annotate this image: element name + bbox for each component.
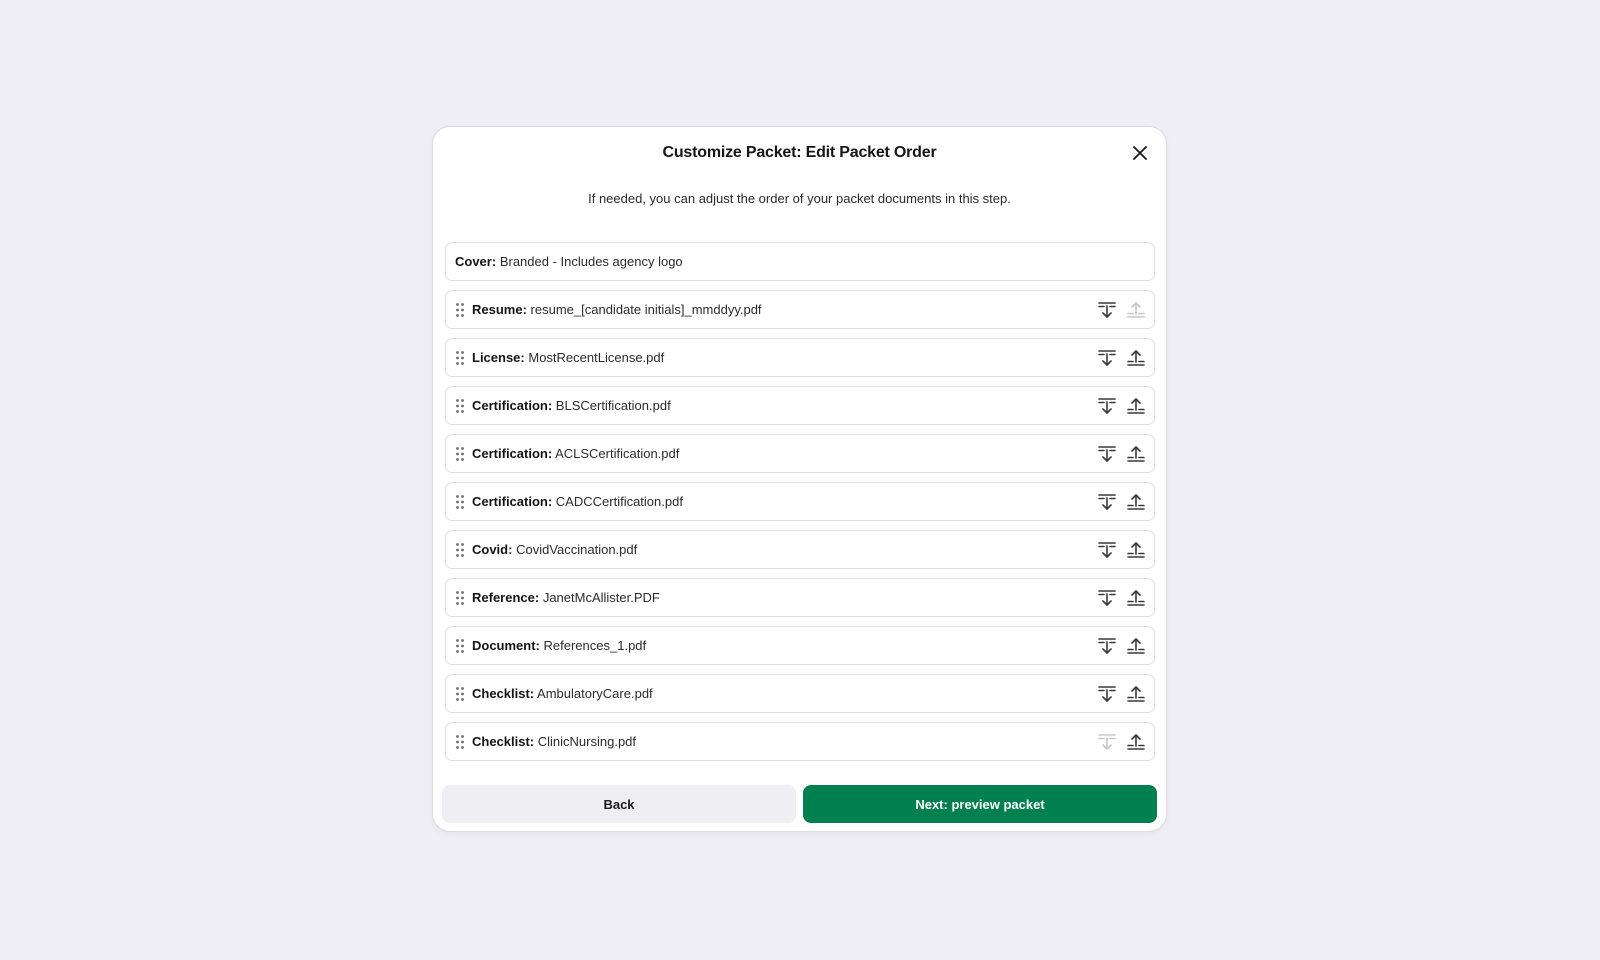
- move-to-top-button[interactable]: [1126, 444, 1146, 464]
- move-down-icon: [1097, 541, 1117, 559]
- move-up-icon: [1126, 541, 1146, 559]
- document-type-label: Document:: [472, 637, 540, 653]
- move-down-icon: [1097, 493, 1117, 511]
- move-up-icon: [1126, 301, 1146, 319]
- document-row[interactable]: [445, 338, 1155, 377]
- modal-footer: [442, 785, 1157, 823]
- move-down-icon: [1097, 733, 1117, 751]
- move-to-top-button[interactable]: [1126, 732, 1146, 752]
- document-row[interactable]: [445, 674, 1155, 713]
- move-to-bottom-button[interactable]: [1097, 684, 1117, 704]
- move-to-bottom-button[interactable]: [1097, 444, 1117, 464]
- move-down-icon: [1097, 445, 1117, 463]
- close-button[interactable]: [1128, 141, 1152, 165]
- move-down-icon: [1097, 685, 1117, 703]
- document-row[interactable]: [445, 434, 1155, 473]
- row-actions: [1097, 483, 1146, 520]
- move-down-icon: [1097, 397, 1117, 415]
- move-down-icon: [1097, 589, 1117, 607]
- packet-document-list: [445, 242, 1155, 770]
- document-row[interactable]: [445, 482, 1155, 521]
- document-file-name: CovidVaccination.pdf: [516, 541, 638, 557]
- modal-title: Customize Packet: Edit Packet Order: [662, 144, 937, 161]
- drag-handle-icon[interactable]: [454, 734, 466, 750]
- row-actions: [1097, 339, 1146, 376]
- move-up-icon: [1126, 589, 1146, 607]
- move-to-top-button[interactable]: [1126, 396, 1146, 416]
- drag-handle-icon[interactable]: [454, 638, 466, 654]
- move-to-top-button[interactable]: [1126, 492, 1146, 512]
- document-file-name: BLSCertification.pdf: [555, 397, 671, 413]
- move-down-icon: [1097, 301, 1117, 319]
- document-row[interactable]: [445, 722, 1155, 761]
- document-type-label: Checklist:: [472, 685, 535, 701]
- move-up-icon: [1126, 493, 1146, 511]
- move-to-bottom-button[interactable]: [1097, 492, 1117, 512]
- move-to-top-button[interactable]: [1126, 540, 1146, 560]
- document-type-label: Covid:: [472, 541, 513, 557]
- document-file-name: resume_[candidate initials]_mmddyy.pdf: [530, 301, 762, 317]
- move-to-top-button: [1126, 300, 1146, 320]
- modal-subtitle: If needed, you can adjust the order of your packet documents in this step.: [588, 191, 1011, 206]
- move-down-icon: [1097, 349, 1117, 367]
- close-icon: [1131, 144, 1149, 162]
- document-row[interactable]: [445, 530, 1155, 569]
- document-file-name: References_1.pdf: [543, 637, 647, 653]
- move-down-icon: [1097, 637, 1117, 655]
- document-file-name: AmbulatoryCare.pdf: [537, 685, 653, 701]
- drag-handle-icon[interactable]: [454, 542, 466, 558]
- move-to-bottom-button: [1097, 732, 1117, 752]
- move-to-bottom-button[interactable]: [1097, 348, 1117, 368]
- cover-value: Branded - Includes agency logo: [499, 253, 683, 269]
- document-file-name: MostRecentLicense.pdf: [528, 349, 665, 365]
- drag-handle-icon[interactable]: [454, 302, 466, 318]
- move-up-icon: [1126, 349, 1146, 367]
- drag-handle-icon[interactable]: [454, 590, 466, 606]
- drag-handle-icon[interactable]: [454, 446, 466, 462]
- document-type-label: Reference:: [472, 589, 540, 605]
- move-to-bottom-button[interactable]: [1097, 636, 1117, 656]
- move-to-bottom-button[interactable]: [1097, 396, 1117, 416]
- document-rows: [445, 290, 1155, 761]
- move-up-icon: [1126, 685, 1146, 703]
- move-to-bottom-button[interactable]: [1097, 588, 1117, 608]
- document-type-label: Certification:: [472, 397, 553, 413]
- drag-handle-icon[interactable]: [454, 494, 466, 510]
- row-actions: [1097, 723, 1146, 760]
- cover-row: [445, 242, 1155, 281]
- document-type-label: Certification:: [472, 493, 553, 509]
- row-actions: [1097, 531, 1146, 568]
- row-actions: [1097, 435, 1146, 472]
- move-to-top-button[interactable]: [1126, 348, 1146, 368]
- move-to-top-button[interactable]: [1126, 588, 1146, 608]
- document-file-name: ACLSCertification.pdf: [555, 445, 680, 461]
- document-type-label: Certification:: [472, 445, 553, 461]
- row-actions: [1097, 387, 1146, 424]
- cover-label: Cover:: [455, 253, 497, 269]
- row-actions: [1097, 675, 1146, 712]
- drag-handle-icon[interactable]: [454, 398, 466, 414]
- document-type-label: Checklist:: [472, 733, 535, 749]
- edit-packet-order-modal: [432, 126, 1167, 832]
- move-to-top-button[interactable]: [1126, 636, 1146, 656]
- document-type-label: Resume:: [472, 301, 527, 317]
- row-actions: [1097, 291, 1146, 328]
- drag-handle-icon[interactable]: [454, 686, 466, 702]
- document-row[interactable]: [445, 626, 1155, 665]
- move-up-icon: [1126, 637, 1146, 655]
- move-up-icon: [1126, 397, 1146, 415]
- document-row[interactable]: [445, 578, 1155, 617]
- move-to-bottom-button[interactable]: [1097, 300, 1117, 320]
- back-button[interactable]: Back: [442, 785, 796, 823]
- drag-handle-icon[interactable]: [454, 350, 466, 366]
- document-file-name: JanetMcAllister.PDF: [542, 589, 660, 605]
- row-actions: [1097, 627, 1146, 664]
- document-row[interactable]: [445, 386, 1155, 425]
- row-actions: [1097, 579, 1146, 616]
- document-type-label: License:: [472, 349, 525, 365]
- move-to-bottom-button[interactable]: [1097, 540, 1117, 560]
- move-up-icon: [1126, 733, 1146, 751]
- document-file-name: ClinicNursing.pdf: [537, 733, 637, 749]
- next-preview-packet-button[interactable]: Next: preview packet: [803, 785, 1157, 823]
- move-to-top-button[interactable]: [1126, 684, 1146, 704]
- document-file-name: CADCCertification.pdf: [555, 493, 683, 509]
- document-row[interactable]: [445, 290, 1155, 329]
- move-up-icon: [1126, 445, 1146, 463]
